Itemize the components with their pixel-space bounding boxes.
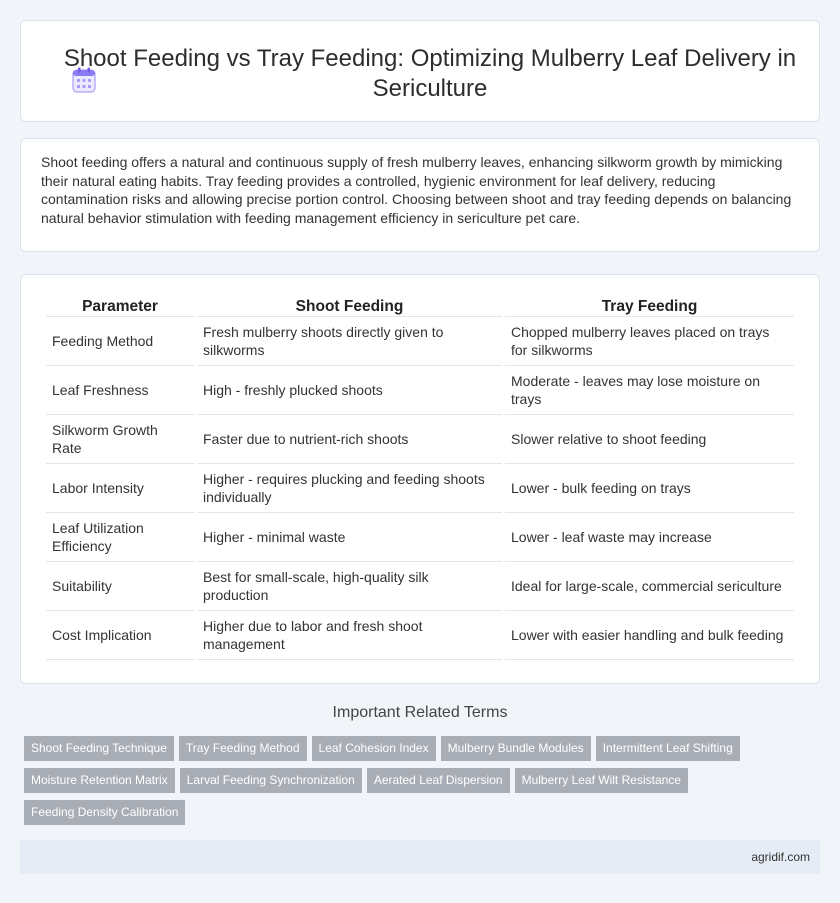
header-tray-feeding: Tray Feeding <box>505 295 794 317</box>
row-shoot-feeding: Faster due to nutrient-rich shoots <box>197 415 502 464</box>
table-row <box>46 415 794 464</box>
related-term-tag[interactable]: Larval Feeding Synchronization <box>180 768 362 793</box>
table-row <box>46 513 794 562</box>
related-term-tag[interactable]: Shoot Feeding Technique <box>24 736 174 761</box>
row-parameter: Labor Intensity <box>46 464 194 513</box>
row-tray-feeding: Ideal for large-scale, commercial sericulture <box>505 562 794 611</box>
related-term-tag[interactable]: Tray Feeding Method <box>179 736 307 761</box>
related-terms-title: Important Related Terms <box>332 704 508 721</box>
intro-card <box>20 138 820 252</box>
header-parameter: Parameter <box>46 295 194 317</box>
table-row <box>46 611 794 660</box>
related-term-tag[interactable]: Feeding Density Calibration <box>24 800 185 825</box>
row-shoot-feeding: Best for small-scale, high-quality silk production <box>197 562 502 611</box>
table-header-row <box>46 295 794 317</box>
row-shoot-feeding: Higher - minimal waste <box>197 513 502 562</box>
page-title: Shoot Feeding vs Tray Feeding: Optimizing Mulberry Leaf Delivery in Sericulture <box>63 45 797 102</box>
footer <box>20 840 820 874</box>
related-terms-list <box>24 736 784 832</box>
table-row <box>46 562 794 611</box>
row-shoot-feeding: High - freshly plucked shoots <box>197 366 502 415</box>
comparison-table <box>43 295 797 660</box>
row-tray-feeding: Lower - leaf waste may increase <box>505 513 794 562</box>
row-tray-feeding: Lower - bulk feeding on trays <box>505 464 794 513</box>
row-parameter: Leaf Utilization Efficiency <box>46 513 194 562</box>
row-parameter: Silkworm Growth Rate <box>46 415 194 464</box>
intro-paragraph: Shoot feeding offers a natural and continuous supply of fresh mulberry leaves, enhancing silkworm growth by mimicking their natural eating habits. Tray feeding provides a controlled, hygienic environment for leaf delivery, reducing contamination risks and allowing precise portion control. Choosing between shoot and tray feeding depends on balancing natural behavior stimulation with feeding management efficiency in sericulture pet care. <box>41 154 792 226</box>
row-shoot-feeding: Higher - requires plucking and feeding shoots individually <box>197 464 502 513</box>
row-parameter: Suitability <box>46 562 194 611</box>
row-parameter: Feeding Method <box>46 317 194 366</box>
related-term-tag[interactable]: Moisture Retention Matrix <box>24 768 175 793</box>
related-term-tag[interactable]: Mulberry Bundle Modules <box>441 736 591 761</box>
row-parameter: Leaf Freshness <box>46 366 194 415</box>
row-shoot-feeding: Higher due to labor and fresh shoot management <box>197 611 502 660</box>
header-shoot-feeding: Shoot Feeding <box>197 295 502 317</box>
header-card <box>20 20 820 122</box>
row-parameter: Cost Implication <box>46 611 194 660</box>
row-tray-feeding: Moderate - leaves may lose moisture on trays <box>505 366 794 415</box>
footer-site-link[interactable]: agridif.com <box>751 850 810 864</box>
table-row <box>46 464 794 513</box>
related-term-tag[interactable]: Intermittent Leaf Shifting <box>596 736 740 761</box>
row-tray-feeding: Chopped mulberry leaves placed on trays for silkworms <box>505 317 794 366</box>
row-tray-feeding: Slower relative to shoot feeding <box>505 415 794 464</box>
row-tray-feeding: Lower with easier handling and bulk feeding <box>505 611 794 660</box>
table-row <box>46 366 794 415</box>
table-row <box>46 317 794 366</box>
row-shoot-feeding: Fresh mulberry shoots directly given to silkworms <box>197 317 502 366</box>
related-term-tag[interactable]: Mulberry Leaf Wilt Resistance <box>515 768 688 793</box>
comparison-table-card <box>20 274 820 684</box>
related-term-tag[interactable]: Aerated Leaf Dispersion <box>367 768 510 793</box>
related-term-tag[interactable]: Leaf Cohesion Index <box>312 736 436 761</box>
